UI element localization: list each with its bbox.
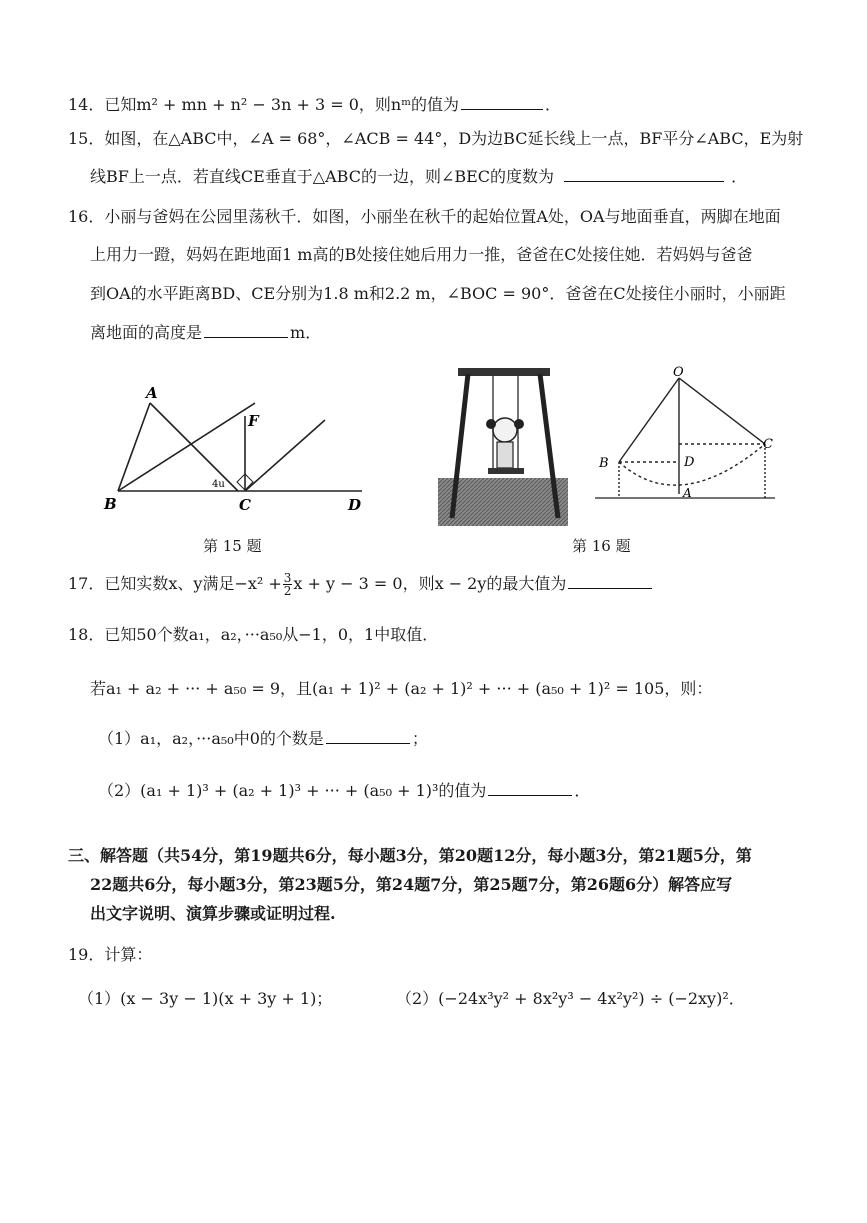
question-16-line-4 <box>90 322 321 344</box>
section-3-heading-line-3 <box>90 903 336 925</box>
question-18-line-2 <box>90 678 712 700</box>
question-text: 计算： <box>104 945 153 964</box>
label-c: C <box>763 437 773 452</box>
question-19 <box>68 944 152 966</box>
label-c: C <box>239 496 251 514</box>
answer-blank[interactable] <box>326 729 410 744</box>
question-number: 16． <box>68 207 105 226</box>
punctuation: ； <box>411 729 428 748</box>
question-text: 已知实数x、y满足−x² + <box>104 574 282 593</box>
section-heading-text: 出文字说明、演算步骤或证明过程. <box>90 904 336 923</box>
label-f: F <box>248 412 259 430</box>
question-text: （1）a₁，a₂，···a₅₀中0的个数是 <box>98 729 324 748</box>
section-3-heading-line-2 <box>90 874 732 896</box>
question-text: 如图，在△ABC中，∠A = 68°，∠ACB = 44°，D为边BC延长线上一点，BF平分∠ABC，E为射 <box>104 129 804 148</box>
figure-15-caption: 第 15 题 <box>203 537 262 555</box>
label-o: O <box>673 366 684 380</box>
question-15-line-2: 线BF上一点．若直线CE垂直于△ABC的一边，则∠BEC的度数为 ． <box>90 167 748 186</box>
angle-label: 4u <box>212 479 225 490</box>
question-16-line-1 <box>68 206 781 228</box>
question-number: 14． <box>68 95 105 114</box>
question-text: x + y − 3 = 0，则x − 2y的最大值为 <box>293 574 567 593</box>
answer-blank[interactable] <box>564 167 724 182</box>
answer-blank[interactable] <box>488 781 572 796</box>
answer-blank[interactable] <box>204 323 288 338</box>
question-16-line-3 <box>90 283 786 305</box>
question-text: 到OA的水平距离BD、CE分别为1.8 m和2.2 m，∠BOC = 90°．爸爸在C处接住小丽时，小丽距 <box>90 284 786 303</box>
question-text: 已知m² + mn + n² − 3n + 3 = 0，则nᵐ的值为 <box>104 95 460 114</box>
question-14: 14．已知m² + mn + n² − 3n + 3 = 0，则nᵐ的值为 ． <box>68 95 562 114</box>
question-18-part-1 <box>98 728 428 750</box>
section-3-heading-line-1 <box>68 845 752 867</box>
question-text: （2）(a₁ + 1)³ + (a₂ + 1)³ + ··· + (a₅₀ + 1)³的值为 <box>98 781 487 800</box>
fraction: $\frac{3}{2}$ <box>283 571 292 598</box>
figure-16-caption: 第 16 题 <box>572 537 631 555</box>
question-text: 若a₁ + a₂ + ··· + a₅₀ = 9，且(a₁ + 1)² + (a₂ + 1)² + ··· + (a₅₀ + 1)² = 105，则： <box>90 679 713 698</box>
question-number: 17． <box>68 574 105 593</box>
question-text: 线BF上一点．若直线CE垂直于△ABC的一边，则∠BEC的度数为 <box>90 167 555 186</box>
section-heading-text: 三、解答题（共54分，第19题共6分，每小题3分，第20题12分，每小题3分，第21题5分，第 <box>68 846 752 865</box>
question-18-line-1 <box>68 624 438 646</box>
label-b: B <box>104 495 117 513</box>
swing-photo <box>438 368 568 526</box>
label-d: D <box>684 455 695 470</box>
segment-oc <box>679 378 765 444</box>
question-18-part-2 <box>98 780 590 802</box>
figure-15 <box>100 378 370 518</box>
label-a: A <box>146 384 158 402</box>
question-15-line-1 <box>68 128 803 150</box>
question-text: 小丽与爸妈在公园里荡秋千．如图，小丽坐在秋千的起始位置A处，OA与地面垂直，两脚在地面 <box>104 207 781 226</box>
question-text: 已知50个数a₁，a₂，···a₅₀从−1，0，1中取值． <box>104 625 439 644</box>
figure-16 <box>595 366 785 516</box>
punctuation: ． <box>574 781 591 800</box>
segment-ob <box>619 378 679 462</box>
label-a: A <box>683 486 692 500</box>
question-text: （1）(x − 3y − 1)(x + 3y + 1)； <box>78 989 333 1008</box>
ray-ce <box>245 420 325 491</box>
question-number: 18． <box>68 625 105 644</box>
unit-label: m． <box>290 323 322 342</box>
segment-ba <box>118 403 150 491</box>
question-number: 19． <box>68 945 105 964</box>
question-19-part-2 <box>396 988 745 1010</box>
question-text: 上用力一蹬，妈妈在距地面1 m高的B处接住她后用力一推，爸爸在C处接住她．若妈妈与爸爸 <box>90 245 753 264</box>
question-17 <box>68 572 654 597</box>
question-text: 离地面的高度是 <box>90 323 203 342</box>
question-number: 15． <box>68 129 105 148</box>
label-d: D <box>348 496 362 514</box>
section-heading-text: 22题共6分，每小题3分，第23题5分，第24题7分，第25题7分，第26题6分）解答应写 <box>90 875 733 894</box>
label-b: B <box>599 456 609 471</box>
question-text: （2）(−24x³y² + 8x²y³ − 4x²y²) ÷ (−2xy)²． <box>396 989 745 1008</box>
question-16-line-2 <box>90 244 752 266</box>
segment-ac <box>150 403 238 491</box>
ray-bf <box>118 403 255 491</box>
answer-blank[interactable] <box>568 574 652 589</box>
question-19-part-1 <box>78 988 332 1010</box>
answer-blank[interactable] <box>461 95 543 110</box>
girl-head <box>493 418 517 442</box>
